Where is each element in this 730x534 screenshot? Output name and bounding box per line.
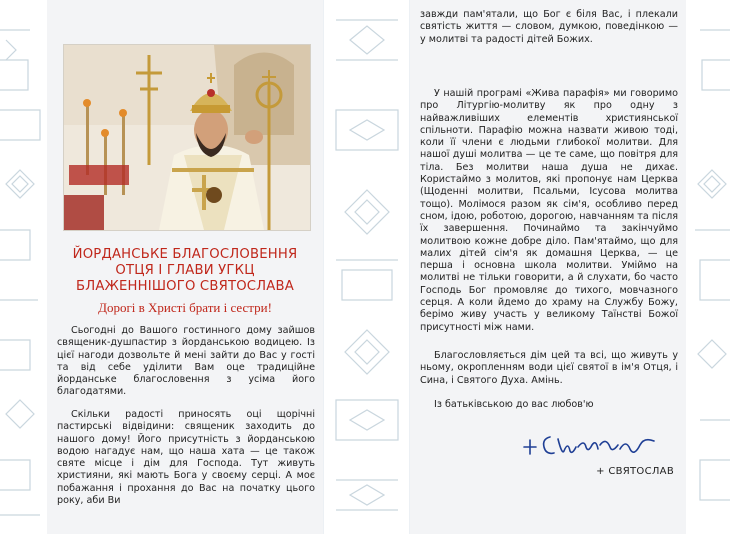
closing-line: [420, 399, 678, 411]
right-paragraph-0: [420, 9, 678, 46]
left-paragraph-1: [57, 325, 315, 399]
title-line-2: ОТЦЯ І ГЛАВИ УГКЦ: [115, 263, 255, 278]
left-paragraph-2: [57, 409, 315, 507]
left-paragraph-2-text: Скільки радості приносять оці щорічні пастирські відвідини: священик заходить до нашого дому! Його присутність з йорданською водою нагадує нам, що наша хата — це також святе місце і дім для Господа. Тут живуть християни, які мають Бога у своєму серці. А моє побажання і прохання до Вас на початку цього року, аби Ви: [57, 409, 315, 507]
left-paragraph-1-text: Сьогодні до Вашого гостинного дому зайшов священик-душпастир з йорданською водицею. Із цієї нагоди дозвольте й мені зайти до Вас у гості та від себе уділити Вам оце традиційне йорданське благословення з усіма його благодатями.: [57, 325, 315, 398]
patriarch-photo: [63, 44, 311, 231]
right-page: [410, 0, 686, 534]
patriarch-photo-drawing: [64, 45, 310, 230]
blessing-title: [56, 247, 314, 295]
closing-line-text: Із батьківською до вас любов'ю: [434, 399, 594, 410]
title-line-1: ЙОРДАНСЬКЕ БЛАГОСЛОВЕННЯ: [72, 247, 298, 262]
right-paragraph-2-text: Благословляється дім цей та всі, що живуть у ньому, окропленням води цієї святої в ім'я Отця, і Сина, і Святого Духа. Амінь.: [420, 350, 678, 386]
right-paragraph-0-text: завжди пам'ятали, що Бог є біля Вас, і плекали святість життя — словом, думкою, поведінкою — у молитві та радості дітей Божих.: [420, 9, 678, 45]
signature-name: + СВЯТОСЛАВ: [596, 466, 674, 477]
right-paragraph-1-text: У нашій програмі «Жива парафія» ми говоримо про Літургію-молитву як про одну з найважливіших елементів християнської спільноти. Парафію можна назвати живою тоді, коли її члени є людьми глибокої молитви. Для нашої душі молитва — це те саме, що повітря для тіла. Без молитви наша душа не дихає. Користаймо з молитов, які пропонує нам Церква (Щоденні молитви, Псальми, Ісусова молитва тощо). Молімося разом як сім'я, особливо перед сном, ідою, роботою, дорогою, навчанням та після їх завершення. Починаймо та закінчуймо молитвою кожне добре діло. Пам'ятаймо, що для малих дітей сім'я як домашня Церква, — це перша і основна школа молитви. Уміймо на молитві не тільки говорити, а й слухати, бо часто Господь Бог промовляє до тихого, мовчазного серця. А коли йдемо до храму на Службу Божу, берімо живу участь у великому Таїнстві Божої присутності між нами.: [420, 88, 678, 333]
handwritten-signature: [520, 425, 660, 463]
left-page: [47, 0, 323, 534]
right-paragraph-2: [420, 350, 678, 387]
right-paragraph-1: [420, 88, 678, 334]
greeting: Дорогі в Христі брати і сестри!: [98, 300, 272, 315]
title-line-3: БЛАЖЕННІШОГО СВЯТОСЛАВА: [75, 279, 294, 294]
